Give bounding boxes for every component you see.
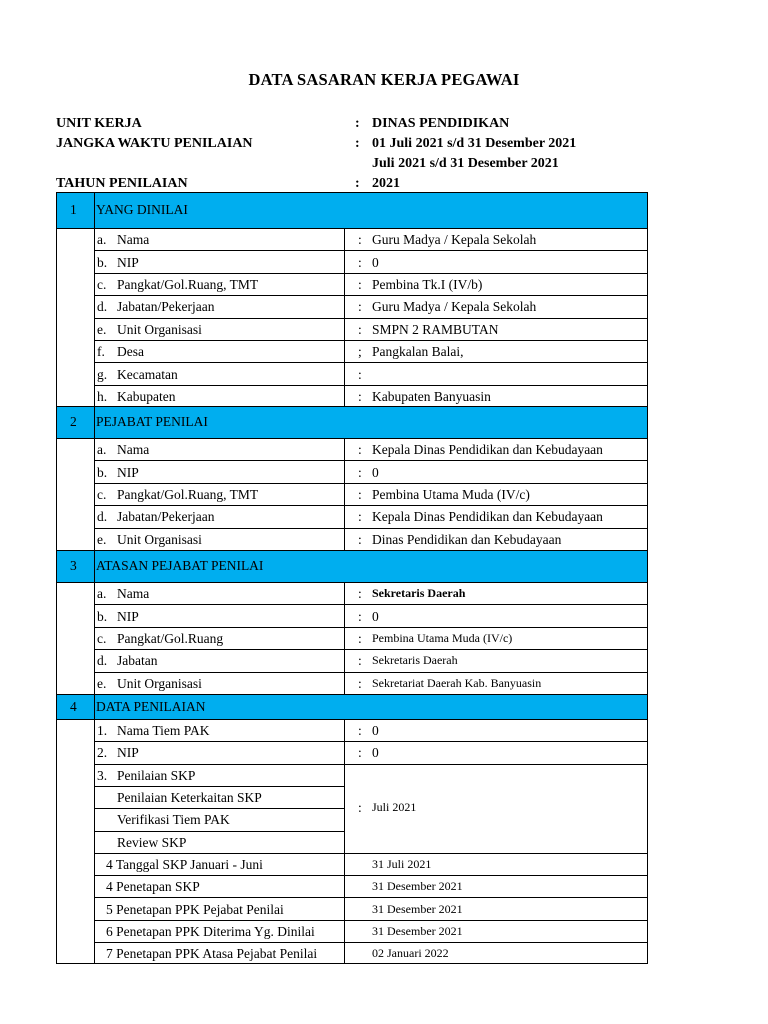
- header-colon: :: [355, 116, 360, 131]
- row-separator: :: [358, 653, 362, 669]
- row-value: 31 Desember 2021: [372, 901, 463, 916]
- row-separator: :: [358, 299, 362, 315]
- grid-line: [94, 582, 95, 694]
- row-letter: b.: [97, 254, 108, 270]
- grid-line: [94, 808, 344, 809]
- row-separator: :: [358, 277, 362, 292]
- grid-line: [94, 550, 95, 582]
- grid-line: [56, 438, 648, 439]
- header-label: UNIT KERJA: [56, 116, 142, 131]
- grid-line: [344, 582, 345, 694]
- grid-line: [94, 627, 648, 628]
- row-value: 0: [372, 254, 379, 270]
- grid-line: [344, 719, 345, 964]
- grid-line: [94, 250, 648, 251]
- grid-line: [94, 273, 648, 274]
- row-label: Pangkat/Gol.Ruang: [117, 631, 224, 646]
- row-label: Nama: [117, 586, 150, 602]
- grid-line: [94, 438, 95, 550]
- merged-separator: :: [358, 800, 362, 816]
- row-label: Unit Organisasi: [117, 321, 202, 337]
- row-label: NIP: [117, 608, 139, 624]
- header-colon: :: [355, 136, 360, 151]
- grid-line: [94, 942, 648, 943]
- row-separator: :: [358, 487, 362, 502]
- row-letter: c.: [97, 631, 107, 646]
- section-title: PEJABAT PENILAI: [96, 414, 208, 429]
- grid-line: [94, 406, 95, 438]
- row-letter: 2.: [97, 745, 108, 761]
- row-label: NIP: [117, 254, 139, 270]
- grid-line: [94, 897, 648, 898]
- row-label: Jabatan/Pekerjaan: [117, 509, 215, 525]
- row-value: Pembina Tk.I (IV/b): [372, 277, 483, 292]
- row-separator: :: [358, 442, 362, 458]
- row-letter: a.: [97, 586, 107, 602]
- row-letter: a.: [97, 442, 107, 458]
- row-label: Desa: [117, 344, 144, 360]
- row-label: Unit Organisasi: [117, 675, 202, 691]
- row-label: Jabatan: [117, 653, 158, 669]
- row-label: Review SKP: [117, 834, 187, 850]
- row-separator: :: [358, 464, 362, 480]
- row-separator: :: [358, 321, 362, 337]
- grid-line: [94, 786, 344, 787]
- row-label: Unit Organisasi: [117, 531, 202, 547]
- row-letter: f.: [97, 344, 105, 360]
- header-value: 01 Juli 2021 s/d 31 Desember 2021: [372, 136, 577, 151]
- row-value: 0: [372, 608, 379, 624]
- section-title: ATASAN PEJABAT PENILAI: [96, 558, 264, 573]
- table-border: [56, 192, 57, 964]
- grid-line: [344, 438, 345, 550]
- header-label: TAHUN PENILAIAN: [56, 176, 188, 191]
- row-separator: ;: [358, 344, 362, 360]
- merged-value: Juli 2021: [372, 800, 417, 815]
- row-value: 0: [372, 745, 379, 761]
- row-separator: :: [358, 531, 362, 547]
- row-letter: a.: [97, 232, 107, 248]
- row-label: Kabupaten: [117, 389, 176, 404]
- row-separator: :: [358, 675, 362, 691]
- section-title: YANG DINILAI: [96, 202, 188, 217]
- row-separator: :: [358, 389, 362, 404]
- row-letter: c.: [97, 277, 107, 292]
- row-letter: d.: [97, 653, 108, 669]
- row-label: 7 Penetapan PPK Atasa Pejabat Penilai: [106, 946, 318, 962]
- row-separator: :: [358, 254, 362, 270]
- row-letter: d.: [97, 299, 108, 315]
- table-border: [56, 963, 648, 964]
- row-label: 4 Tanggal SKP Januari - Juni: [106, 856, 263, 872]
- header-value: 2021: [372, 176, 400, 191]
- grid-line: [94, 362, 648, 363]
- grid-line: [94, 764, 648, 765]
- row-letter: d.: [97, 509, 108, 525]
- row-letter: h.: [97, 389, 108, 404]
- row-value: Sekretaris Daerah: [372, 653, 458, 668]
- row-label: 4 Penetapan SKP: [106, 879, 200, 895]
- row-separator: :: [358, 745, 362, 761]
- row-value: Pembina Utama Muda (IV/c): [372, 631, 513, 645]
- header-value: DINAS PENDIDIKAN: [372, 116, 510, 131]
- row-label: Nama: [117, 442, 150, 458]
- row-label: Kecamatan: [117, 366, 178, 382]
- grid-line: [94, 385, 648, 386]
- grid-line: [56, 694, 648, 695]
- grid-line: [94, 719, 95, 964]
- row-value: Kepala Dinas Pendidikan dan Kebudayaan: [372, 442, 603, 458]
- header-value: Juli 2021 s/d 31 Desember 2021: [372, 156, 559, 171]
- grid-line: [94, 460, 648, 461]
- row-separator: :: [358, 608, 362, 624]
- row-letter: 3.: [97, 767, 108, 783]
- grid-line: [94, 875, 648, 876]
- row-label: NIP: [117, 745, 139, 761]
- row-value: Dinas Pendidikan dan Kebudayaan: [372, 531, 562, 547]
- page-title: DATA SASARAN KERJA PEGAWAI: [248, 70, 520, 89]
- grid-line: [94, 192, 95, 228]
- row-label: NIP: [117, 464, 139, 480]
- row-letter: c.: [97, 487, 107, 502]
- grid-line: [94, 318, 648, 319]
- grid-line: [94, 831, 344, 832]
- row-value: Kepala Dinas Pendidikan dan Kebudayaan: [372, 509, 603, 525]
- row-value: 0: [372, 723, 379, 739]
- row-value: Sekretariat Daerah Kab. Banyuasin: [372, 675, 542, 690]
- row-value: Guru Madya / Kepala Sekolah: [372, 232, 537, 248]
- row-value: Guru Madya / Kepala Sekolah: [372, 299, 537, 315]
- grid-line: [56, 719, 648, 720]
- row-letter: b.: [97, 608, 108, 624]
- row-letter: e.: [97, 675, 107, 691]
- row-label: Penilaian Keterkaitan SKP: [117, 790, 262, 806]
- row-value: 31 Desember 2021: [372, 879, 463, 894]
- grid-line: [94, 483, 648, 484]
- row-label: Nama: [117, 232, 150, 248]
- grid-line: [94, 295, 648, 296]
- section-number: 3: [70, 558, 77, 573]
- grid-line: [94, 853, 648, 854]
- row-letter: e.: [97, 321, 107, 337]
- row-letter: b.: [97, 464, 108, 480]
- row-label: Penilaian SKP: [117, 767, 196, 783]
- row-value: Pangkalan Balai,: [372, 344, 464, 360]
- section-number: 1: [70, 202, 77, 217]
- row-value: 0: [372, 464, 379, 480]
- grid-line: [94, 741, 648, 742]
- row-label: 5 Penetapan PPK Pejabat Penilai: [106, 901, 284, 917]
- row-label: Nama Tiem PAK: [117, 723, 210, 739]
- section-title: DATA PENILAIAN: [96, 698, 206, 714]
- row-value: Sekretaris Daerah: [372, 586, 466, 601]
- grid-line: [94, 672, 648, 673]
- grid-line: [94, 920, 648, 921]
- table-border: [56, 192, 648, 193]
- grid-line: [56, 406, 648, 407]
- row-value: Kabupaten Banyuasin: [372, 389, 491, 404]
- row-label: Jabatan/Pekerjaan: [117, 299, 215, 315]
- row-separator: :: [358, 586, 362, 602]
- row-value: 31 Juli 2021: [372, 856, 432, 871]
- row-value: 02 Januari 2022: [372, 946, 449, 961]
- grid-line: [94, 228, 95, 407]
- row-label: Verifikasi Tiem PAK: [117, 812, 230, 828]
- row-letter: g.: [97, 366, 108, 382]
- grid-line: [56, 550, 648, 551]
- row-label: Pangkat/Gol.Ruang, TMT: [117, 277, 259, 292]
- row-separator: :: [358, 509, 362, 525]
- header-label: JANGKA WAKTU PENILAIAN: [56, 136, 253, 151]
- grid-line: [344, 228, 345, 407]
- grid-line: [94, 649, 648, 650]
- row-separator: :: [358, 232, 362, 248]
- grid-line: [56, 228, 648, 229]
- row-separator: :: [358, 723, 362, 739]
- data-table: [56, 192, 648, 964]
- row-value: Pembina Utama Muda (IV/c): [372, 487, 530, 502]
- grid-line: [94, 694, 95, 719]
- row-letter: 1.: [97, 723, 108, 739]
- grid-line: [94, 604, 648, 605]
- row-value: 31 Desember 2021: [372, 923, 463, 938]
- grid-line: [94, 528, 648, 529]
- row-value: SMPN 2 RAMBUTAN: [372, 321, 499, 337]
- section-number: 2: [70, 414, 77, 429]
- grid-line: [94, 505, 648, 506]
- table-border: [647, 192, 648, 964]
- grid-line: [94, 340, 648, 341]
- grid-line: [56, 582, 648, 583]
- row-letter: e.: [97, 531, 107, 547]
- row-separator: :: [358, 631, 362, 646]
- header-colon: :: [355, 176, 360, 191]
- row-label: Pangkat/Gol.Ruang, TMT: [117, 487, 259, 502]
- section-number: 4: [70, 698, 77, 714]
- row-separator: :: [358, 366, 362, 382]
- row-label: 6 Penetapan PPK Diterima Yg. Dinilai: [106, 923, 315, 939]
